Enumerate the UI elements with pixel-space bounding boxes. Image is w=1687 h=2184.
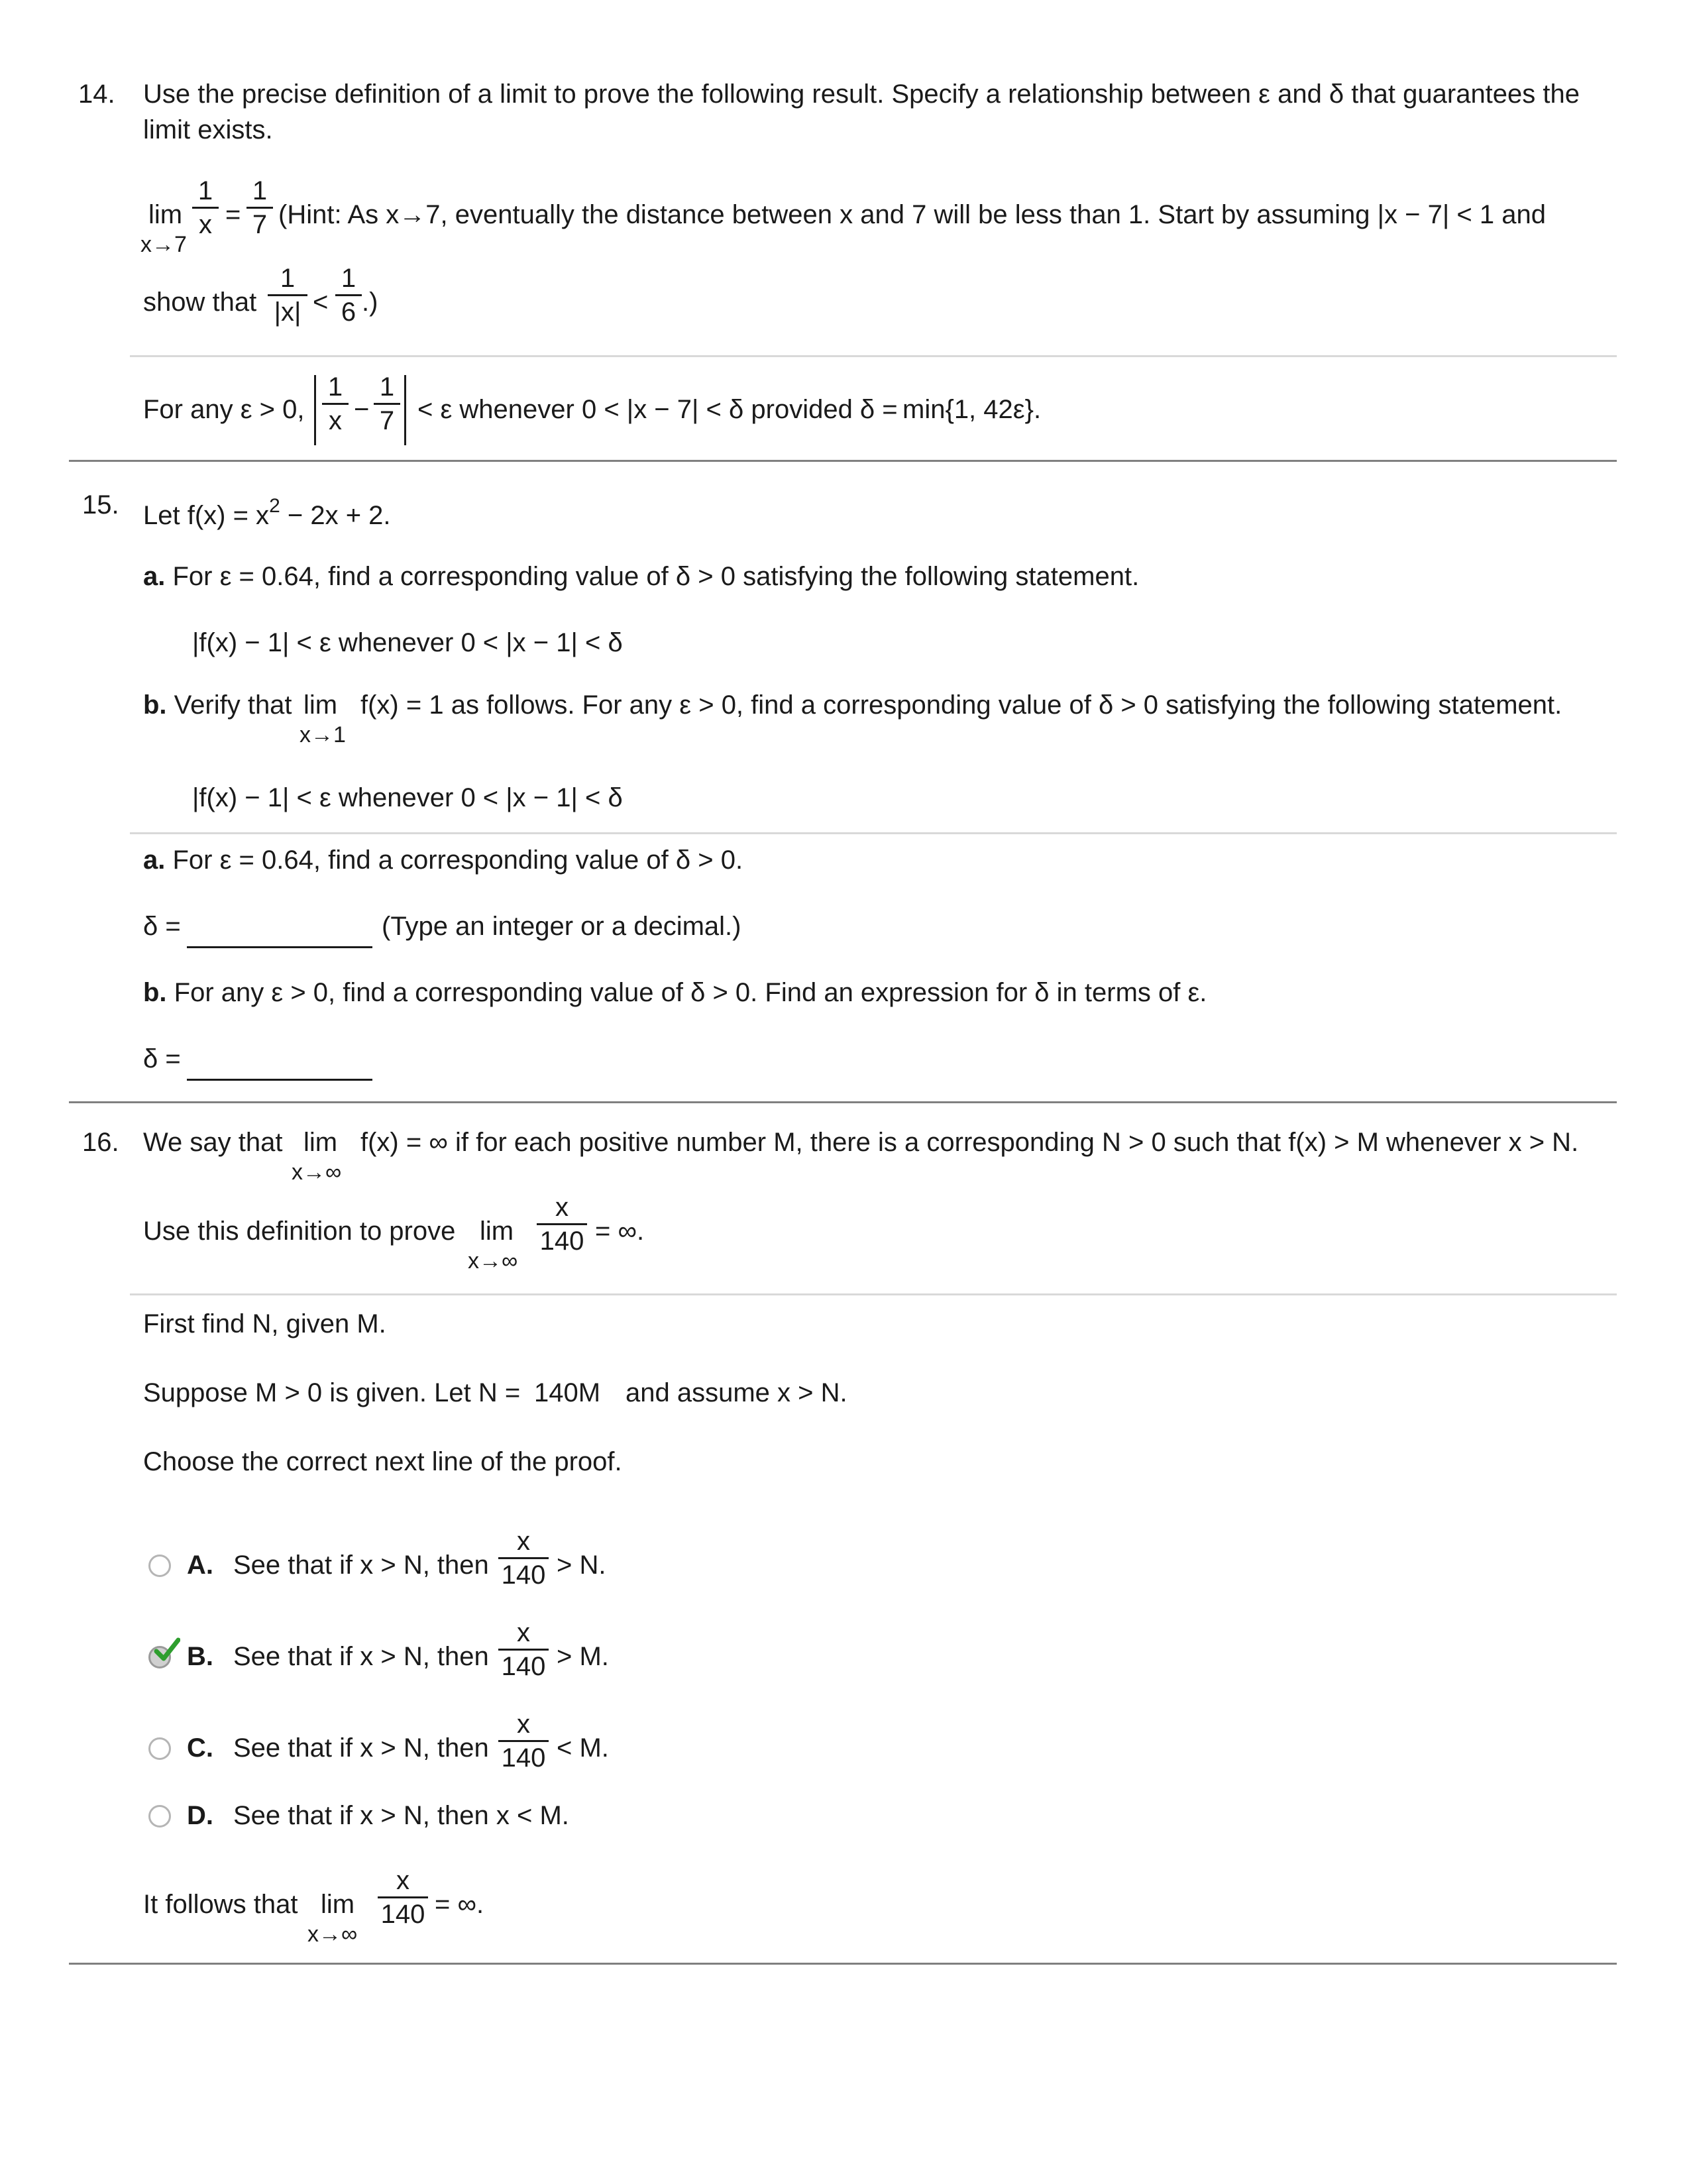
q14-abs-right: [404, 375, 406, 445]
q16-def-lim: lim: [303, 1128, 338, 1157]
q14-frac-right: 1 7: [246, 176, 273, 239]
q14-answer-minus: −: [354, 395, 370, 424]
q15-delta-label-a: δ =: [143, 912, 181, 941]
q14-answer-frac1: 1 x: [322, 372, 349, 435]
option-c-tail: < M.: [557, 1733, 609, 1763]
q16-follows-text: It follows that: [143, 1890, 298, 1919]
q14-frac-left: 1 x: [192, 176, 219, 239]
q15-part-a: a. For ε = 0.64, find a corresponding value of δ > 0 satisfying the following statement.: [143, 562, 1140, 591]
q16-def-text2: f(x) = ∞ if for each positive number M, there is a corresponding N > 0 such that f(x) > M whenever x > N.: [360, 1128, 1579, 1157]
q15-part-b-lim: lim: [303, 690, 338, 720]
q14-answer-prefix: For any ε > 0,: [143, 395, 305, 424]
q16-suppose-a: Suppose M > 0 is given. Let N =: [143, 1378, 521, 1407]
q15-q16-separator: [69, 1101, 1617, 1103]
option-b-frac: x 140: [498, 1618, 549, 1681]
q16-choose: Choose the correct next line of the proof.: [143, 1447, 622, 1476]
q14-lim: lim: [148, 200, 183, 229]
q15-part-b-rest: f(x) = 1 as follows. For any ε > 0, find a corresponding value of δ > 0 satisfying the following statement.: [360, 690, 1562, 720]
option-d-text: See that if x > N, then x < M.: [233, 1801, 569, 1830]
q16-use-lim-sub: x→∞: [468, 1248, 518, 1274]
q15-delta-input-b[interactable]: [187, 1079, 372, 1081]
q14-show-frac1: 1 |x|: [268, 264, 307, 327]
q15-divider: [130, 832, 1617, 834]
q16-suppose-value: 140M: [534, 1378, 601, 1407]
q14-abs-left: [314, 375, 316, 445]
q16-bottom-separator: [69, 1963, 1617, 1965]
option-a-text: See that if x > N, then: [233, 1551, 489, 1580]
q14-show-that: show that: [143, 288, 257, 317]
q14-q15-separator: [69, 460, 1617, 462]
q16-divider: [130, 1293, 1617, 1295]
q15-statement2: |f(x) − 1| < ε whenever 0 < |x − 1| < δ: [192, 783, 623, 812]
option-c-label: C.: [187, 1733, 213, 1763]
q14-show-frac2: 1 6: [335, 264, 362, 327]
q16-follows-frac: x 140: [378, 1866, 428, 1929]
q14-lim-sub: x→7: [140, 232, 187, 257]
q16-follows-end: = ∞.: [435, 1890, 484, 1919]
q14-number: 14.: [78, 80, 115, 109]
option-a-frac: x 140: [498, 1527, 549, 1590]
q16-number: 16.: [82, 1128, 119, 1157]
q16-follows-lim-sub: x→∞: [307, 1922, 358, 1947]
option-b-tail: > M.: [557, 1642, 609, 1671]
q16-suppose-b: and assume x > N.: [626, 1378, 847, 1407]
option-d-radio[interactable]: [148, 1805, 171, 1828]
q15-delta-input-a[interactable]: [187, 946, 372, 948]
option-b-text: See that if x > N, then: [233, 1642, 489, 1671]
q14-answer-frac2: 1 7: [374, 372, 400, 435]
option-a-label: A.: [187, 1551, 213, 1580]
option-a-tail: > N.: [557, 1551, 606, 1580]
q15-statement: |f(x) − 1| < ε whenever 0 < |x − 1| < δ: [192, 628, 623, 657]
q15-answer-b: b. For any ε > 0, find a corresponding value of δ > 0. Find an expression for δ in terms of ε.: [143, 978, 1207, 1007]
option-b-label: B.: [187, 1642, 213, 1671]
q14-prompt-line2: limit exists.: [143, 115, 273, 144]
q15-function: Let $f(x) = x^2 - 2x + 2$.: [143, 495, 391, 530]
option-c-radio[interactable]: [148, 1737, 171, 1760]
q16-use-end: = ∞.: [595, 1217, 645, 1246]
q14-answer-value: min{1, 42ε}.: [902, 395, 1042, 424]
q16-follows-lim: lim: [321, 1890, 355, 1919]
q16-first-find: First find N, given M.: [143, 1309, 386, 1338]
q14-prompt-line1: Use the precise definition of a limit to prove the following result. Specify a relationship between ε and δ that guarantees the: [143, 80, 1580, 109]
checkmark-icon: [154, 1637, 180, 1663]
q14-show-close: .): [362, 288, 378, 317]
q15-answer-a: a. For ε = 0.64, find a corresponding value of δ > 0.: [143, 846, 743, 875]
option-a-radio[interactable]: [148, 1555, 171, 1577]
q15-answer-a-hint: (Type an integer or a decimal.): [382, 912, 741, 941]
q16-use-frac: x 140: [537, 1193, 587, 1256]
option-d-label: D.: [187, 1801, 213, 1830]
q14-answer-mid: < ε whenever 0 < |x − 7| < δ provided δ =: [417, 395, 898, 424]
q14-hint: (Hint: As x→7, eventually the distance between x and 7 will be less than 1. Start by assuming |x − 7| < 1 and: [278, 200, 1546, 229]
q15-number: 15.: [82, 490, 119, 519]
q16-def-text1: We say that: [143, 1128, 283, 1157]
q16-use-text: Use this definition to prove: [143, 1217, 456, 1246]
q14-show-lt: <: [313, 288, 329, 317]
option-c-frac: x 140: [498, 1710, 549, 1773]
q15-part-b-lim-sub: x→1: [299, 722, 346, 747]
q16-use-lim: lim: [480, 1217, 514, 1246]
q15-delta-label-b: δ =: [143, 1044, 181, 1073]
q15-part-b: b. Verify that: [143, 690, 292, 720]
q14-divider: [130, 355, 1617, 357]
q14-eq: =: [225, 200, 241, 229]
q16-def-lim-sub: x→∞: [292, 1160, 342, 1185]
option-c-text: See that if x > N, then: [233, 1733, 489, 1763]
